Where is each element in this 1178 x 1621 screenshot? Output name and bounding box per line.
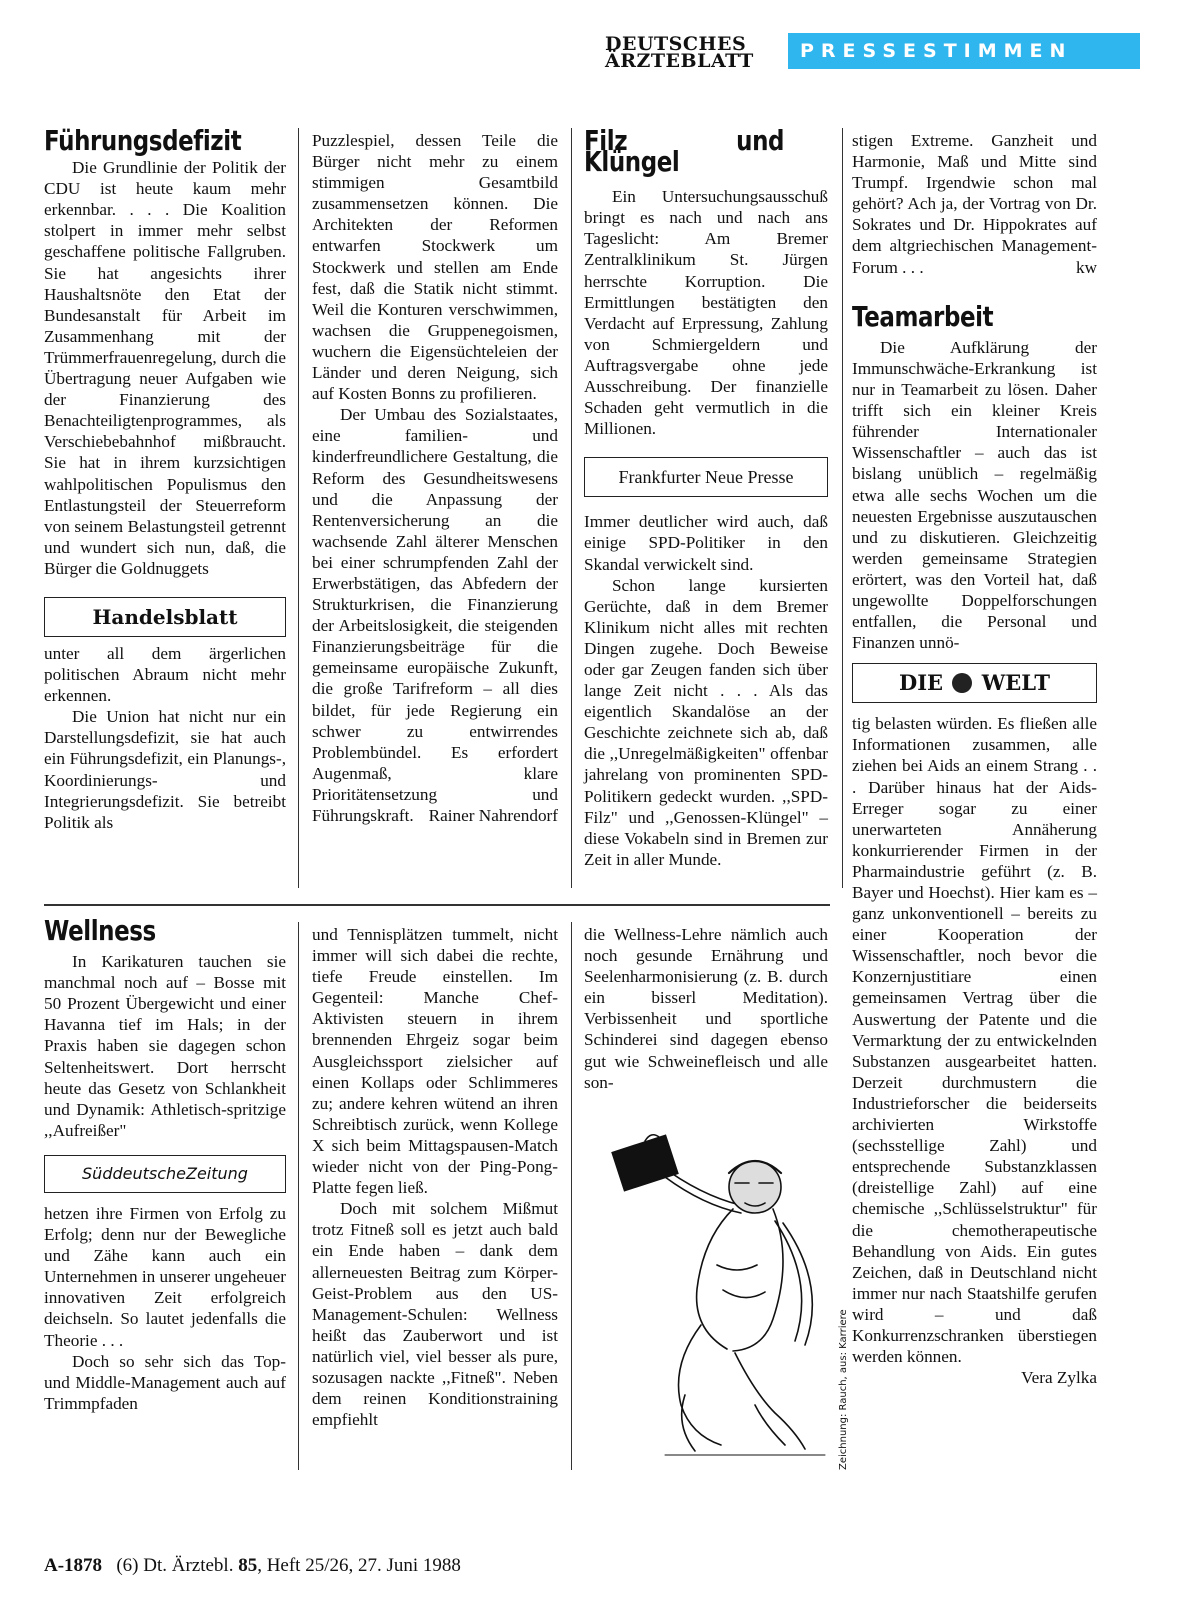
page-number: A-1878 — [44, 1555, 103, 1576]
source-box-fnp — [584, 457, 828, 497]
paragraph: die Wellness-Lehre nämlich auch noch gesunde Ernährung und Seelenharmonisierung (z. B. durch ein bisserl Meditation). Verbissenheit und sportliche Schinderei sind dagegen ebenso gut wie Schweinefleisch und alle son- — [584, 925, 828, 1092]
journal-logo — [605, 33, 755, 72]
source-box-welt — [852, 663, 1097, 703]
source-label-right: WELT — [981, 670, 1050, 696]
article-title: Teamarbeit — [852, 299, 994, 333]
column-divider — [298, 128, 299, 888]
paragraph: Puzzlespiel, dessen Teile die Bürger nicht mehr zu einem stimmigen Gesamtbild zusammensetzen können. Die Architekten der Reformen entwarfen Stockwerk um Stockwerk und stellen am Ende fest, daß die Statik nicht stimmt. Weil die Konturen verschwimmen, wachsen die Gruppenegoismen, wuchern die Eigensüchteleien der Länder und deren Neigung, sich auf Kosten Bonns zu profilieren. — [312, 131, 558, 404]
source-label: Frankfurter Neue Presse — [618, 467, 794, 488]
paragraph: und Tennisplätzen tummelt, nicht immer will sich dabei die rechte, tiefe Freude einstellen. Im Gegenteil: Manche Chef-Aktivisten steuern in ihrem brennenden Ehrgeiz sogar beim Ausgleichssport zielsicher auf einen Kollaps oder Schlimmeres zu; andere kehren wütend an ihren Schreibtisch zurück, wenn Kollege X sich beim Mittagspausen-Match wieder nicht von der Ping-Pong-Platte fegen ließ. — [312, 925, 558, 1198]
paragraph: Die Grundlinie der Politik der CDU ist heute kaum mehr erkennbar. . . . Die Koalition stolpert in immer mehr selbst geschaffene politische Fallgruben. Sie hat angesichts ihrer Haushaltsnöte den Etat der Bundesanstalt für Arbeit im Zusammenhang mit der Trümmerfrauenregelung, durch die Übertragung neuer Aufgaben wie der Finanzierung des Benachteiligtenprogrammes, als Verschiebebahnhof mißbraucht. Sie hat in ihrem kurzsichtigen wahlpolitischen Populismus den Entlastungsteil der Steuerreform von seinem Belastungsteil getrennt und wundert sich nun, daß, die Bürger die Goldnuggets — [44, 158, 286, 578]
column-divider — [571, 128, 572, 888]
column-divider — [298, 922, 299, 1470]
paragraph: hetzen ihre Firmen von Erfolg zu Erfolg; denn nur der Bewegliche und Zähe kann auch ein Unternehmen in unserer ungeheuer innovativen Zeit erfolgreich deichseln. So lautet jedenfalls die Theorie . . . — [44, 1203, 286, 1350]
author: Rainer Nahrendorf — [428, 806, 558, 826]
paragraph: Immer deutlicher wird auch, daß einige SPD-Politiker in den Skandal verwickelt sind. — [584, 512, 828, 574]
source-box-handelsblatt — [44, 597, 286, 637]
source-label: SüddeutscheZeitung — [82, 1163, 248, 1183]
article-fuehrung-col1 — [44, 124, 286, 833]
column-divider — [842, 128, 843, 888]
globe-icon — [952, 673, 972, 693]
paragraph: tig belasten würden. Es fließen alle Informationen zusammen, alle ziehen bei Aids an einem Strang . . . Darüber hinaus hat der Aids-Erreger sogar zu einer unerwarteten Annäherung konkurrierender Firmen in der Pharmaindustrie geführt (z. B. Bayer und Hoechst). Hier kam es – ganz unkonventionell – bereits zu einer Kooperation der Wissenschaftler, noch bevor die Konzernjustitiare einen gemeinsamen Vertrag über die Auswertung der Patente und die Vermarktung der zu entwickelnden Substanzen ausgearbeitet hatten. Derzeit durchmustern die Industrieforscher die beiderseits archivierten Wirkstoffe (sechsstellige Zahl) und entsprechende Substanzklassen (dreistellige Zahl) auf eine chemische ,,Schlüsselstruktur" für die chemotherapeutische Behandlung von Aids. Ein gutes Zeichen, daß in Deutschland nicht immer nur nach Staatshilfe gerufen wird – und daß Konkurrenzschranken überstiegen werden können. — [852, 714, 1097, 1367]
paragraph: Doch mit solchem Mißmut trotz Fitneß soll es jetzt auch bald ein Ende haben – dank dem allerneuesten Beitrag zum Körper-Geist-Problem aus den US-Management-Schulen: Wellness heißt das Zauberwort und ist natürlich viel, viel besser als pure, sozusagen nackte ,,Fitneß". Neben dem reinen Konditionstraining empfiehlt — [312, 1199, 558, 1430]
section-banner: PRESSESTIMMEN — [788, 33, 1140, 69]
article-wellness-col2 — [312, 924, 558, 1430]
paragraph: Doch so sehr sich das Top- und Middle-Management auch auf Trimmpfaden — [44, 1351, 286, 1413]
article-filz-col3 — [584, 124, 828, 870]
section-divider — [44, 904, 830, 906]
page-footer — [44, 1555, 461, 1577]
paragraph: In Karikaturen tauchen sie manchmal noch auf – Bosse mit 50 Prozent Übergewicht und einer Havanna tief im Hals; in der Praxis haben sie dagegen schon Seltenheitswert. Dort herrscht heute das Gesetz von Schlankheit und Dynamik: Athletisch-spritzige ,,Aufreißer" — [44, 952, 286, 1140]
paragraph: Der Umbau des Sozialstaates, eine familien- und kinderfreundlichere Gestaltung, die Reform des Gesundheitswesens und die Anpassung der Rentenversicherung an die wachsende Zahl älterer Menschen bei einer schrumpfenden Zahl der Erwerbstätigen, das Abfedern der Strukturkrisen, die Finanzierung der Arbeitslosigkeit, die steigenden Finanzierungsbeiträge für die gemeinsame europäische Zukunft, die große Tarifreform – all dies bildet, für jede Regierung ein schwer zu entwirrendes Problembündel. Es erfordert Augenmaß, klare Prioritätensetzung und Führungskraft. — [312, 405, 558, 825]
paragraph: Die Union hat nicht nur ein Darstellungsdefizit, sie hat auch ein Führungsdefizit, ein Planungs-, Koordinierungs- und Integrierungsdefizit. Sie betreibt Politik als — [44, 707, 286, 832]
discus-thrower-illustration — [605, 1125, 855, 1465]
paragraph: Ein Untersuchungsausschuß bringt es nach und nach ans Tageslicht: Am Bremer Zentralklinikum St. Jürgen herrschte Korruption. Die Ermittlungen bestätigten den Verdacht auf Erpressung, Zahlung von Schmiergeldern und Auftragsvergabe ohne jede Ausschreibung. Der finanzielle Schaden geht vermutlich in die Millionen. — [584, 187, 828, 439]
signature: kw — [1075, 257, 1097, 277]
paragraph: Die Aufklärung der Immunschwäche-Erkrankung ist nur in Teamarbeit zu lösen. Daher trifft sich ein kleiner Kreis führender Internationaler Wissenschaftler – auch das ist bislang unüblich – regelmäßig etwa alle sechs Wochen um die neuesten Ergebnisse auszutauschen und zu diskutieren. Gleichzeitig werden gemeinsame Strategien erörtert, was den Vorteil hat, daß ungewollte Doppelforschungen entfallen, die Personal und Finanzen unnö- — [852, 337, 1097, 653]
article-wellness-col3 — [584, 924, 828, 1093]
illustration-credit: Zeichnung: Rauch, aus: Karriere — [838, 1309, 849, 1470]
author: Vera Zylka — [1021, 1368, 1097, 1388]
article-wellness-col1 — [44, 914, 286, 1414]
footer-journal: (6) Dt. Ärztebl. — [116, 1555, 234, 1576]
paragraph: unter all dem ärgerlichen politischen Abraum nicht mehr erkennen. — [44, 643, 286, 706]
article-fuehrung-col2 — [312, 130, 558, 826]
source-box-sz — [44, 1155, 286, 1193]
column-divider — [571, 922, 572, 1470]
logo-line-1: DEUTSCHES — [605, 33, 747, 55]
article-title: Wellness — [44, 914, 156, 947]
source-label: Handelsblatt — [92, 604, 238, 629]
logo-line-2: ÄRZTEBLATT — [605, 50, 754, 72]
article-title: Filz und Klüngel — [584, 124, 785, 179]
footer-volume: 85 — [238, 1555, 258, 1576]
article-title: Führungsdefizit — [44, 124, 242, 157]
paragraph: stigen Extreme. Ganzheit und Harmonie, Maß und Mitte sind Trumpf. Irgendwie schon mal gehört? Ach ja, der Vortrag von Dr. Sokrates und Dr. Hippokrates auf dem altgriechischen Management-Forum . . . — [852, 131, 1097, 277]
paragraph: Schon lange kursierten Gerüchte, daß in dem Bremer Klinikum nicht alles mit rechten Dingen zugehe. Doch Beweise oder gar Zeugen fanden sich über lange Zeit nicht . . . Als das eigentlich Skandalöse an der Geschichte zeichnete sich ab, daß die ,,Unregelmäßigkeiten" offenbar jahrelang von prominenten SPD-Politikern gedeckt wurden. ,,SPD-Filz" und ,,Genossen-Klüngel" – diese Vokabeln sind in Bremen zur Zeit in aller Munde. — [584, 575, 828, 869]
footer-issue: , Heft 25/26, 27. Juni 1988 — [257, 1555, 461, 1576]
article-team-col4 — [852, 130, 1097, 1388]
source-label-left: DIE — [899, 670, 944, 696]
